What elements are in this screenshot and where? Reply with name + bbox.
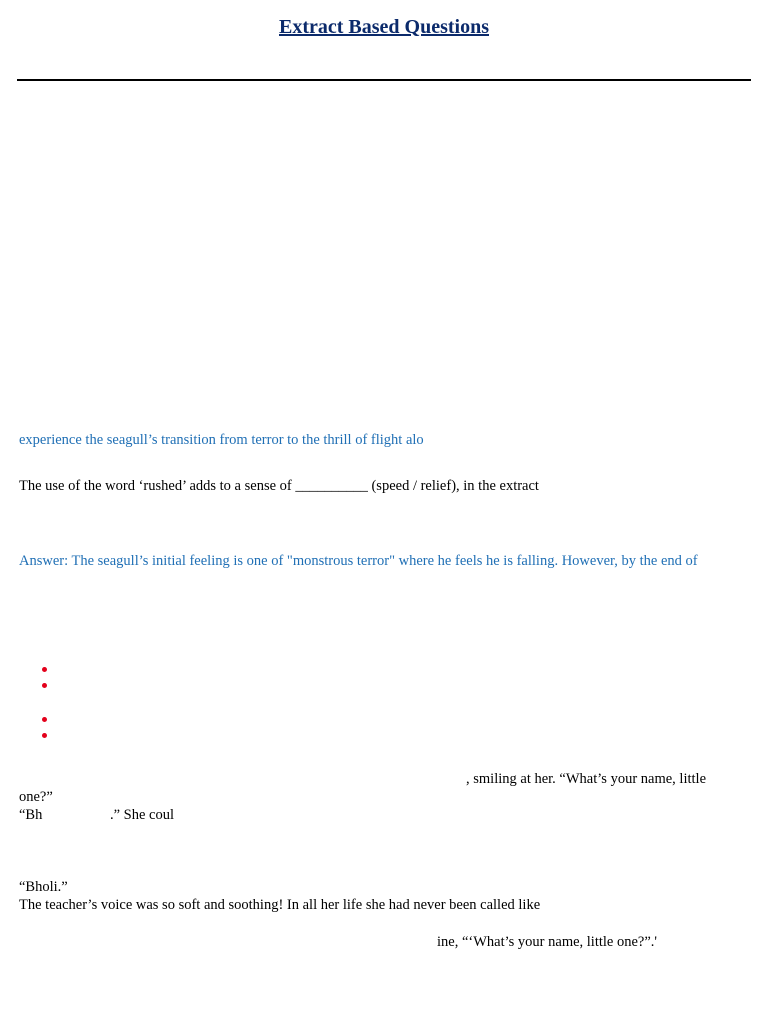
bullet-point — [42, 683, 47, 688]
dialogue-line-5: The teacher’s voice was so soft and soothing! In all her life she had never been called like — [19, 897, 541, 913]
bullet-point — [42, 667, 47, 672]
dialogue-line-6: ine, “‘What’s your name, little one?”.' — [437, 934, 658, 950]
dialogue-line-1: , smiling at her. “What’s your name, little — [466, 771, 707, 787]
extract-blue-line: experience the seagull’s transition from terror to the thrill of flight alo — [19, 432, 424, 448]
dialogue-line-4: “Bholi.” — [19, 879, 68, 895]
dialogue-line-3-left: “Bh — [19, 807, 43, 823]
dialogue-line-3-right: .” She coul — [110, 807, 175, 823]
bullet-point — [42, 717, 47, 722]
title-divider — [17, 79, 751, 81]
dialogue-line-2: one?” — [19, 789, 53, 805]
answer-line: Answer: The seagull’s initial feeling is one of "monstrous terror" where he feels he is falling. However, by the end of — [19, 553, 698, 569]
question-line: The use of the word ‘rushed’ adds to a sense of __________ (speed / relief), in the extract — [19, 478, 539, 494]
bullet-point — [42, 733, 47, 738]
page-title: Extract Based Questions — [279, 16, 489, 38]
